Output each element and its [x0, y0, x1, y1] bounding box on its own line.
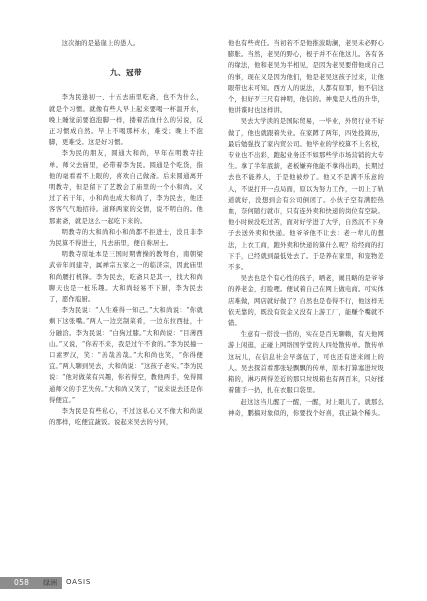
magazine-name-cn: 绿洲: [43, 579, 57, 587]
body-paragraph: 生意有一搭没一搭的，实在是百无聊赖，有天他网游上闲逛，正碰上网络国学堂的人四处散传单。散传单这玩儿，在信息社会早落伍了，可也还有进来闹上的人。吴去探首看那张轻飘飘的传单，原本打算塞进垃圾箱的，淋巧两得差近的那只垃圾箱也有两百米，只好揉着随手一扔，扎在衣服口袋里。: [228, 331, 384, 395]
body-paragraph: 李为民的朋友，圆通大和尚，早年在明教寺挂单。师父去庙里，必带着李为民。圆通是个吃货，指他的毫看看不上眼的，喜欢自己做斋。后来圆通离开明教寺，但是留下了艺教会了庙里的一个小和尚。又过了若干年，小和尚也成大和尚了，李为民去，他还客客气气地招待。道释两家的交情，说不明白的。他那素斋，就是这么一起吃下来的。: [49, 150, 203, 225]
page-number: 058: [14, 578, 30, 587]
body-paragraph: 赶这这当儿醒了一醒，一醒，对上眼儿了。就那么神奇，鹏搞对象似的，你要找个好喜，我正缺个稀头。: [228, 398, 384, 417]
body-paragraph: 吴去也是个有心性的孩子，晒老，闹且略的是爷爷的养老金，打脸哩。便试着自己在网上做电商。可实体店难做，网店就好做了？自然也是卷得不行，他这样无依无靠的，既没有资金又没有上游工厂，能赚个嘴就不错。: [228, 275, 384, 328]
magazine-name-en: OASIS: [66, 578, 92, 586]
page-footer: [0, 577, 427, 589]
body-paragraph: 明教寺的大和尚和小和尚都不拒进士，没且非李为民算不得进士，凡去庙里，便自称居士。: [49, 228, 203, 248]
body-paragraph: 李为民是有些私心，不过这私心又不像大和尚说的那样，吃便宜蔬饭。说起来吴去的兮同，: [49, 408, 203, 427]
body-paragraph: 李为民逢初一、十五去庙里吃斋，也不为什么，就是个习惯。就像有些人早上起来要喝一杯温开水，晚上睡觉前要泡泡脚一样，搂着活血什么的另说，反正习惯成自然。早上不喝那杯水，难受；晚上不泡脚，更难受。这是好习惯。: [49, 94, 203, 147]
body-paragraph: 吴去大学读的是国际贸易，一毕业，外贸行业不好做了，他也就跟着失业。在家蹲了两年，四处投简历，最后勉强找了家内贸公司。他毕业的学校算不上名校，专业也不出彩，跑起业务还不如那些学市场营销的大专生。拿了半年底薪，老板嫌弃他能不拿得出吗，长期过去也不能养人，于是他被炒了。他又不是满不乐意的人，不说打开一点局面，原以为努力工作，一切上了轨道就好，没想到会有公司倒闭了。小伙子空有满腔热血，奈何随行就市，只有连外卖和快递的岗位有空缺。他小时候没吃过苦，面对好学进了大学，自然沉不下身子去送外卖和快递。他爷爷他不让去：老一辈儿的想法，上衣工商，跑外卖和快递的算什么呢？给经商的打下手，已经就到最低处去了。于是养在家里，和宠物差不多。: [228, 118, 384, 272]
body-paragraph: 李为民说：“人生难得一知己。”大和尚说：“你就剩下这张嘴。”两人一边烹制菜肴，一边东拉西扯，十分融洽。李为民说：“白狗过膝。”大和尚说：“目薄西山。”又说，“你若不来，我是过午不食的。”李为民撞一口素罗汉，笑：“善哉善哉。”大和尚也笑，“你得便宜。”两人聊到吴去，大和尚说：“这孩子老实。”李为民说：“他对做菜有兴趣，你若得空，教他两手，免得圆通师父的手艺失传。”大和尚又笑了，“说来说去还是你得便宜。”: [49, 307, 203, 404]
left-column: [49, 38, 203, 429]
body-paragraph: 明教寺原址本是三国时期曹操的教弩台，南朝梁武帝年间建寺，属禅宗五家之一的临济宗，因此庙里和尚腰打机锋。李为民去，吃斋只是其一，找大和尚聊天也是一桩乐趣。大和尚轻易不下厨，李为民去了，愿作庖厨。: [49, 251, 203, 304]
intro-line: 这次抽的是悬崖上的愚人。: [61, 40, 140, 47]
right-column: [228, 38, 384, 419]
section-heading: 九、冠带: [110, 68, 142, 78]
body-paragraph: 他也有些责任。当初若不是他推波助澜，老吴未必野心膨胀。当然，老吴的野心，根子并不在他这儿。各有各的缘法，他和老吴为半相见，是因为老吴要借他成自己的事，现在又是因为他们，他是老吴这孩子过来，让他眼带也未可知。西方人的说法，人都有原罪，他不信这个，但好歹三尺有神明，他信的。神鬼是人性的升华，他讲谍时也这样讲。: [228, 40, 384, 115]
